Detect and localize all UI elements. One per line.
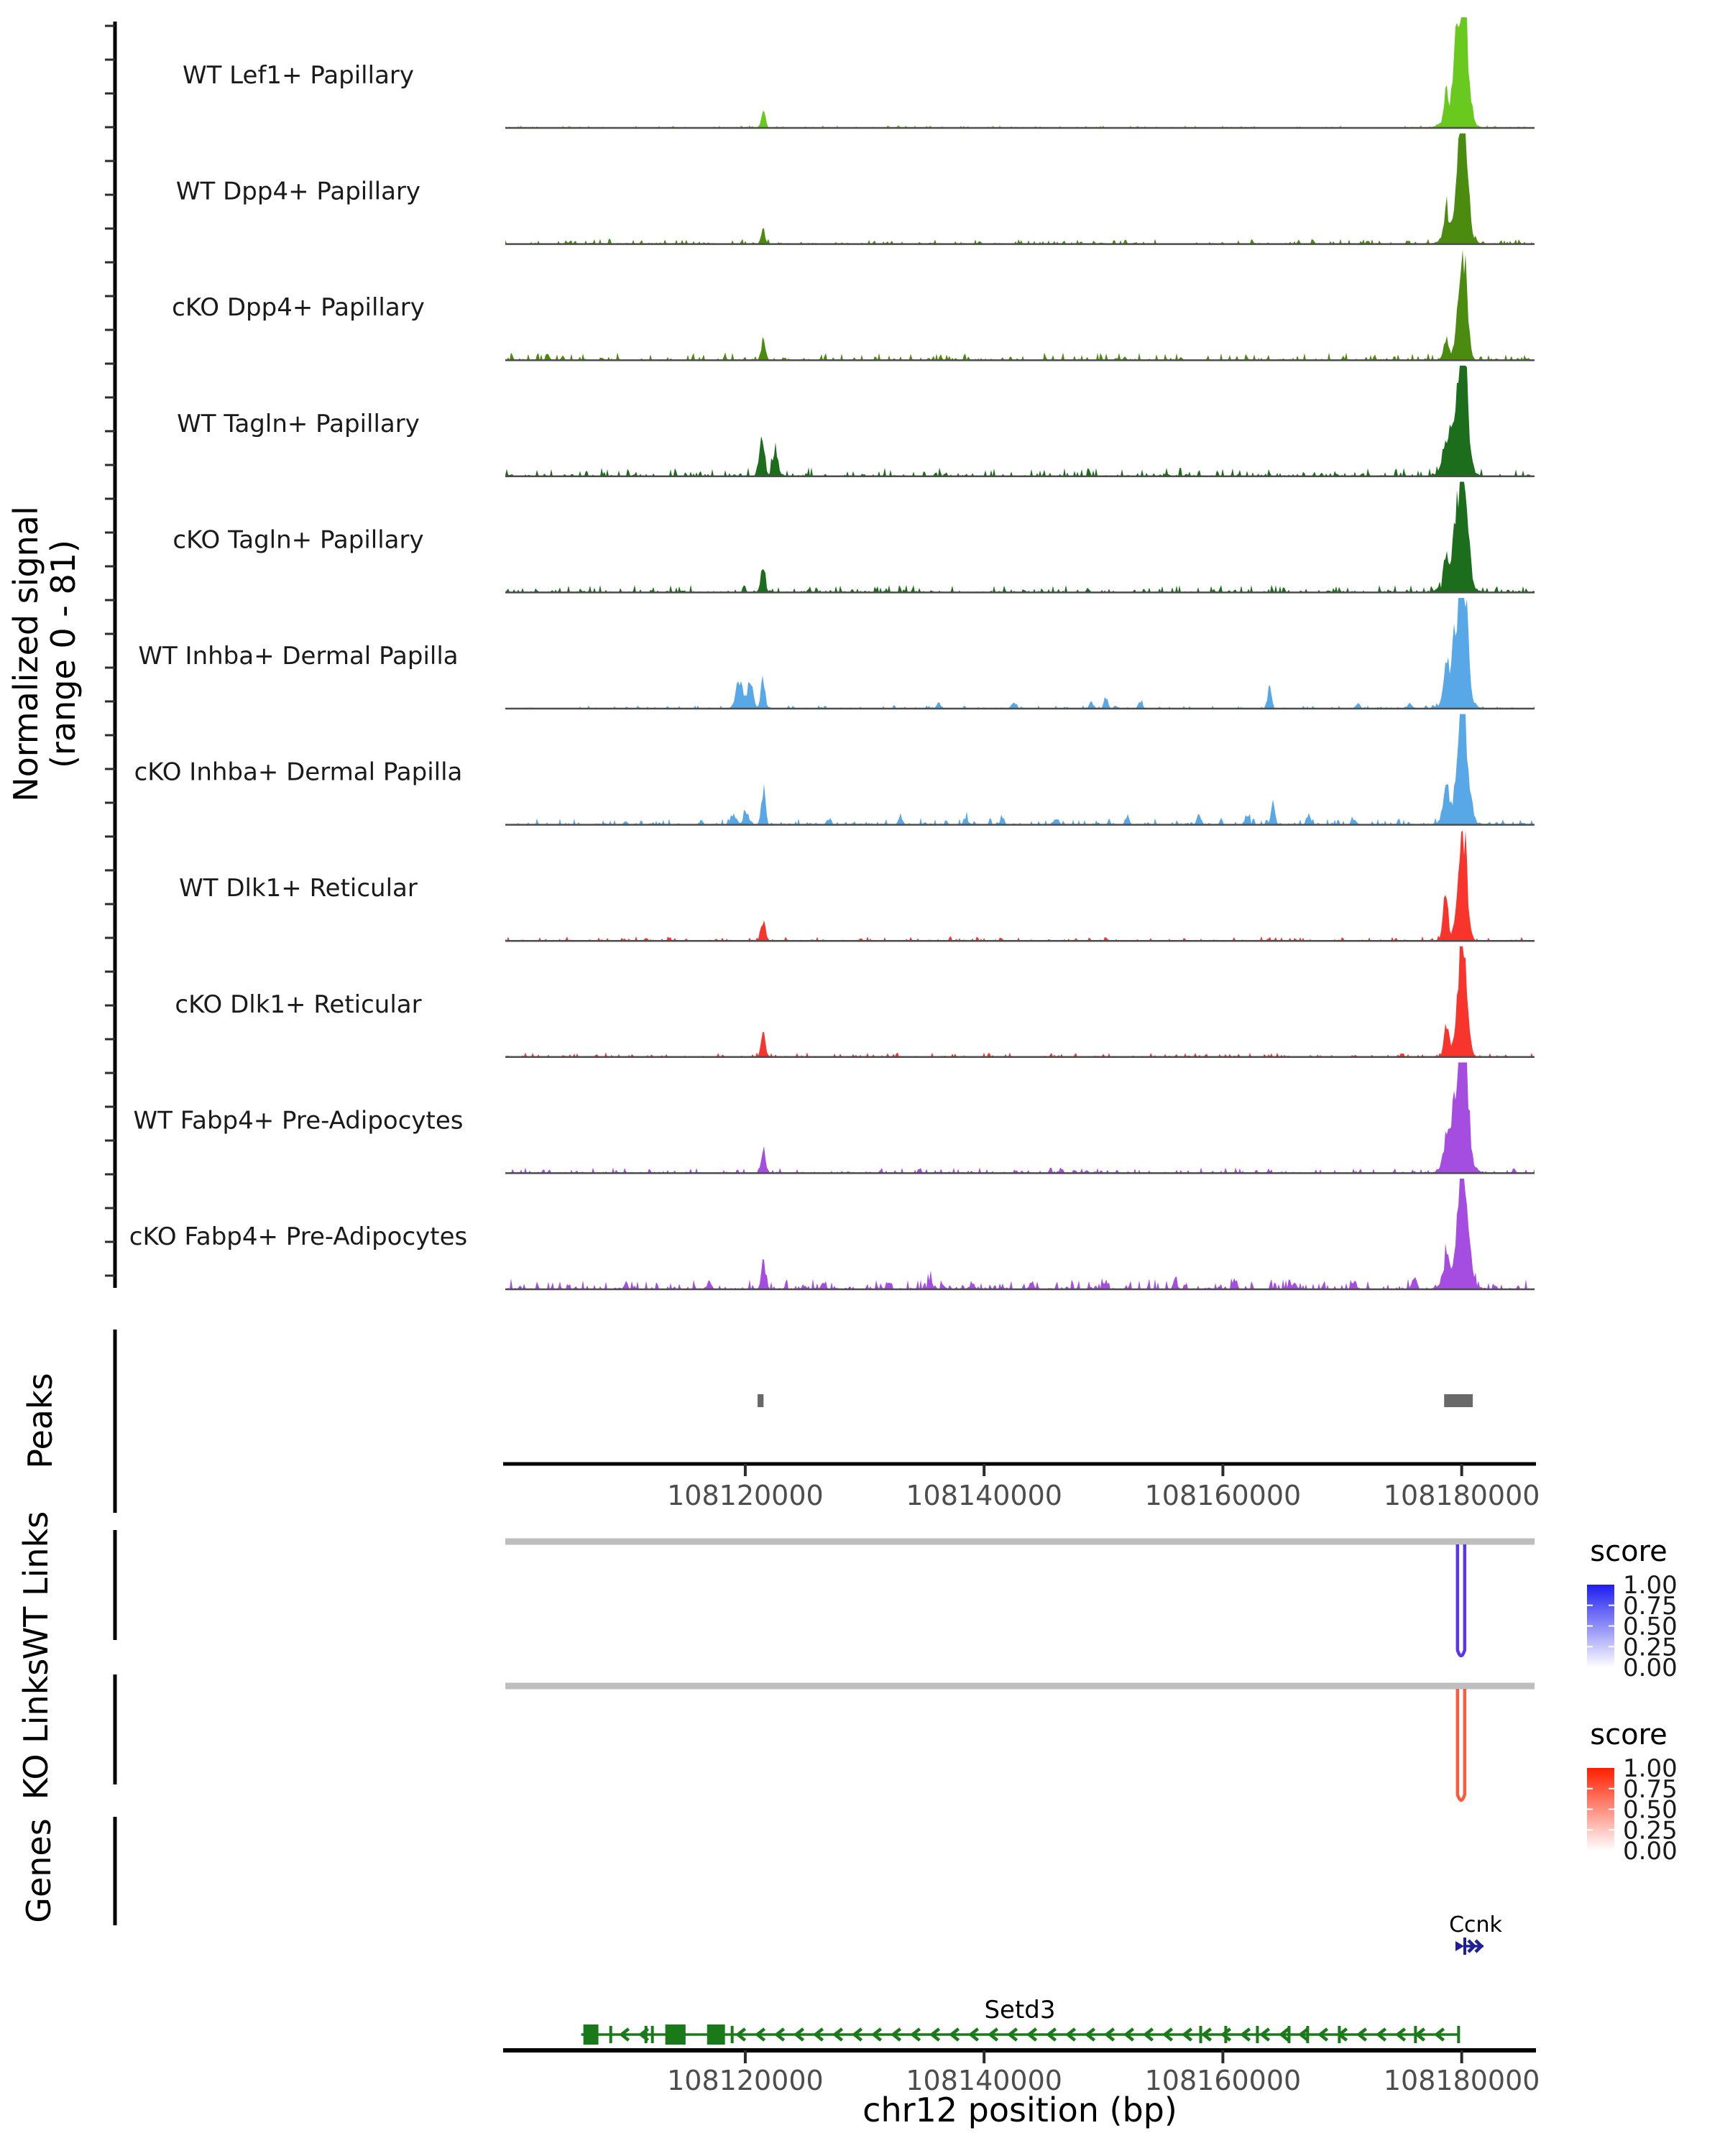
- track-label: WT Lef1+ Papillary: [182, 61, 415, 90]
- ko-links-panel: [505, 1686, 1678, 1866]
- y-axis-label-line1: Normalized signal: [6, 506, 45, 802]
- track-label: cKO Dpp4+ Papillary: [172, 293, 425, 323]
- gene-exon-tick: [1256, 2026, 1259, 2043]
- gene-exon: [584, 2024, 599, 2045]
- peak-interval: [1444, 1394, 1473, 1407]
- coverage-signal: [505, 1179, 1535, 1289]
- coverage-signal: [505, 482, 1535, 592]
- gene-name-label: Ccnk: [1449, 1912, 1502, 1938]
- genes-panel-label: Genes: [19, 1818, 58, 1923]
- score-legend-tick-label: 0.75: [1623, 1591, 1678, 1621]
- gene-start-arrowhead: [1455, 1941, 1464, 1951]
- score-legend-tick-label: 0.00: [1623, 1654, 1678, 1682]
- genomic-axis-tick-label: 108160000: [1144, 1480, 1302, 1511]
- score-legend-tick-label: 0.50: [1623, 1795, 1678, 1825]
- coverage-track: [183, 17, 1535, 128]
- track-label: WT Dlk1+ Reticular: [179, 874, 418, 903]
- links-panels: [505, 1535, 1678, 1866]
- track-label: cKO Dlk1+ Reticular: [175, 990, 422, 1019]
- link-arc: [1458, 1544, 1465, 1656]
- peaks-panel-label: Peaks: [21, 1373, 60, 1469]
- coverage-signal: [505, 1062, 1535, 1173]
- genomic-axis-tick-label: 108140000: [906, 1480, 1062, 1511]
- coverage-track: [172, 482, 1535, 592]
- peak-interval: [758, 1394, 763, 1407]
- coverage-signal: [505, 17, 1535, 128]
- coverage-track: [179, 830, 1535, 941]
- track-label: WT Fabp4+ Pre-Adipocytes: [133, 1106, 464, 1135]
- gene-exon: [666, 2024, 686, 2045]
- coverage-track: [138, 598, 1535, 709]
- wt-links-panel: [505, 1535, 1678, 1682]
- score-legend-tick-label: 0.50: [1623, 1612, 1678, 1641]
- coverage-track: [176, 134, 1535, 244]
- bottom-genomic-axis: [503, 2050, 1540, 2096]
- wt-links-panel-label: WT Links: [17, 1511, 55, 1660]
- score-legend-tick-label: 1.00: [1623, 1754, 1678, 1783]
- score-legend-tick-label: 0.00: [1623, 1837, 1678, 1866]
- ko-links-panel-label: KO Links: [17, 1658, 55, 1800]
- genomic-axis-tick-label: 108120000: [667, 1480, 824, 1511]
- genomic-axis-tick-label: 108180000: [1383, 1480, 1540, 1511]
- track-label: cKO Fabp4+ Pre-Adipocytes: [129, 1222, 468, 1251]
- score-legend: [1587, 1535, 1678, 1682]
- coverage-signal: [505, 714, 1535, 825]
- coverage-track: [172, 249, 1535, 360]
- genomic-axis-tick-label: 108120000: [667, 2065, 824, 2096]
- coverage-track: [177, 366, 1535, 476]
- coverage-signal: [505, 134, 1535, 244]
- coverage-signal: [505, 946, 1535, 1057]
- track-label: WT Tagln+ Papillary: [177, 409, 420, 438]
- score-legend-tick-label: 1.00: [1623, 1571, 1678, 1600]
- x-axis-title: chr12 position (bp): [862, 2091, 1177, 2129]
- coverage-track: [134, 1062, 1535, 1173]
- track-label: WT Inhba+ Dermal Papilla: [138, 642, 459, 671]
- track-label: cKO Tagln+ Papillary: [172, 525, 424, 555]
- gene-exon-tick: [731, 2026, 734, 2043]
- coverage-track: [129, 1179, 1535, 1289]
- genomic-axis-tick-label: 108180000: [1383, 2065, 1540, 2096]
- gene-name-label: Setd3: [984, 1996, 1056, 2024]
- score-legend-title: score: [1590, 1535, 1668, 1568]
- gene-models: [581, 1912, 1503, 2045]
- gene-setd3: [581, 1996, 1460, 2045]
- coverage-signal: [505, 598, 1535, 709]
- score-legend-tick-label: 0.75: [1623, 1774, 1678, 1804]
- peaks-track: [758, 1394, 1473, 1407]
- coverage-tracks: [129, 17, 1535, 1289]
- gene-exon-tick: [1457, 2026, 1460, 2043]
- coverage-signal: [505, 830, 1535, 941]
- gene-ccnk: [1449, 1912, 1502, 1955]
- coverage-signal: [505, 366, 1535, 476]
- genomic-axis-tick-label: 108160000: [1144, 2065, 1302, 2096]
- gene-exon-tick: [1463, 1938, 1466, 1955]
- track-label: cKO Inhba+ Dermal Papilla: [134, 757, 463, 787]
- y-axis-label-line2: (range 0 - 81): [44, 540, 83, 768]
- score-legend-tick-label: 0.25: [1623, 1816, 1678, 1846]
- score-legend-title: score: [1590, 1718, 1668, 1751]
- score-legend-tick-label: 0.25: [1623, 1633, 1678, 1662]
- gene-exon-tick: [651, 2026, 654, 2043]
- track-label: WT Dpp4+ Papillary: [175, 177, 421, 206]
- coverage-track: [175, 946, 1535, 1057]
- coverage-track: [134, 714, 1535, 825]
- gene-exon: [707, 2024, 725, 2045]
- genomic-axis-tick-label: 108140000: [906, 2065, 1062, 2096]
- link-arc: [1458, 1689, 1465, 1800]
- peaks-genomic-axis: [503, 1464, 1540, 1511]
- coverage-signal: [505, 249, 1535, 360]
- score-legend: [1587, 1718, 1678, 1866]
- gene-exon-tick: [610, 2026, 612, 2043]
